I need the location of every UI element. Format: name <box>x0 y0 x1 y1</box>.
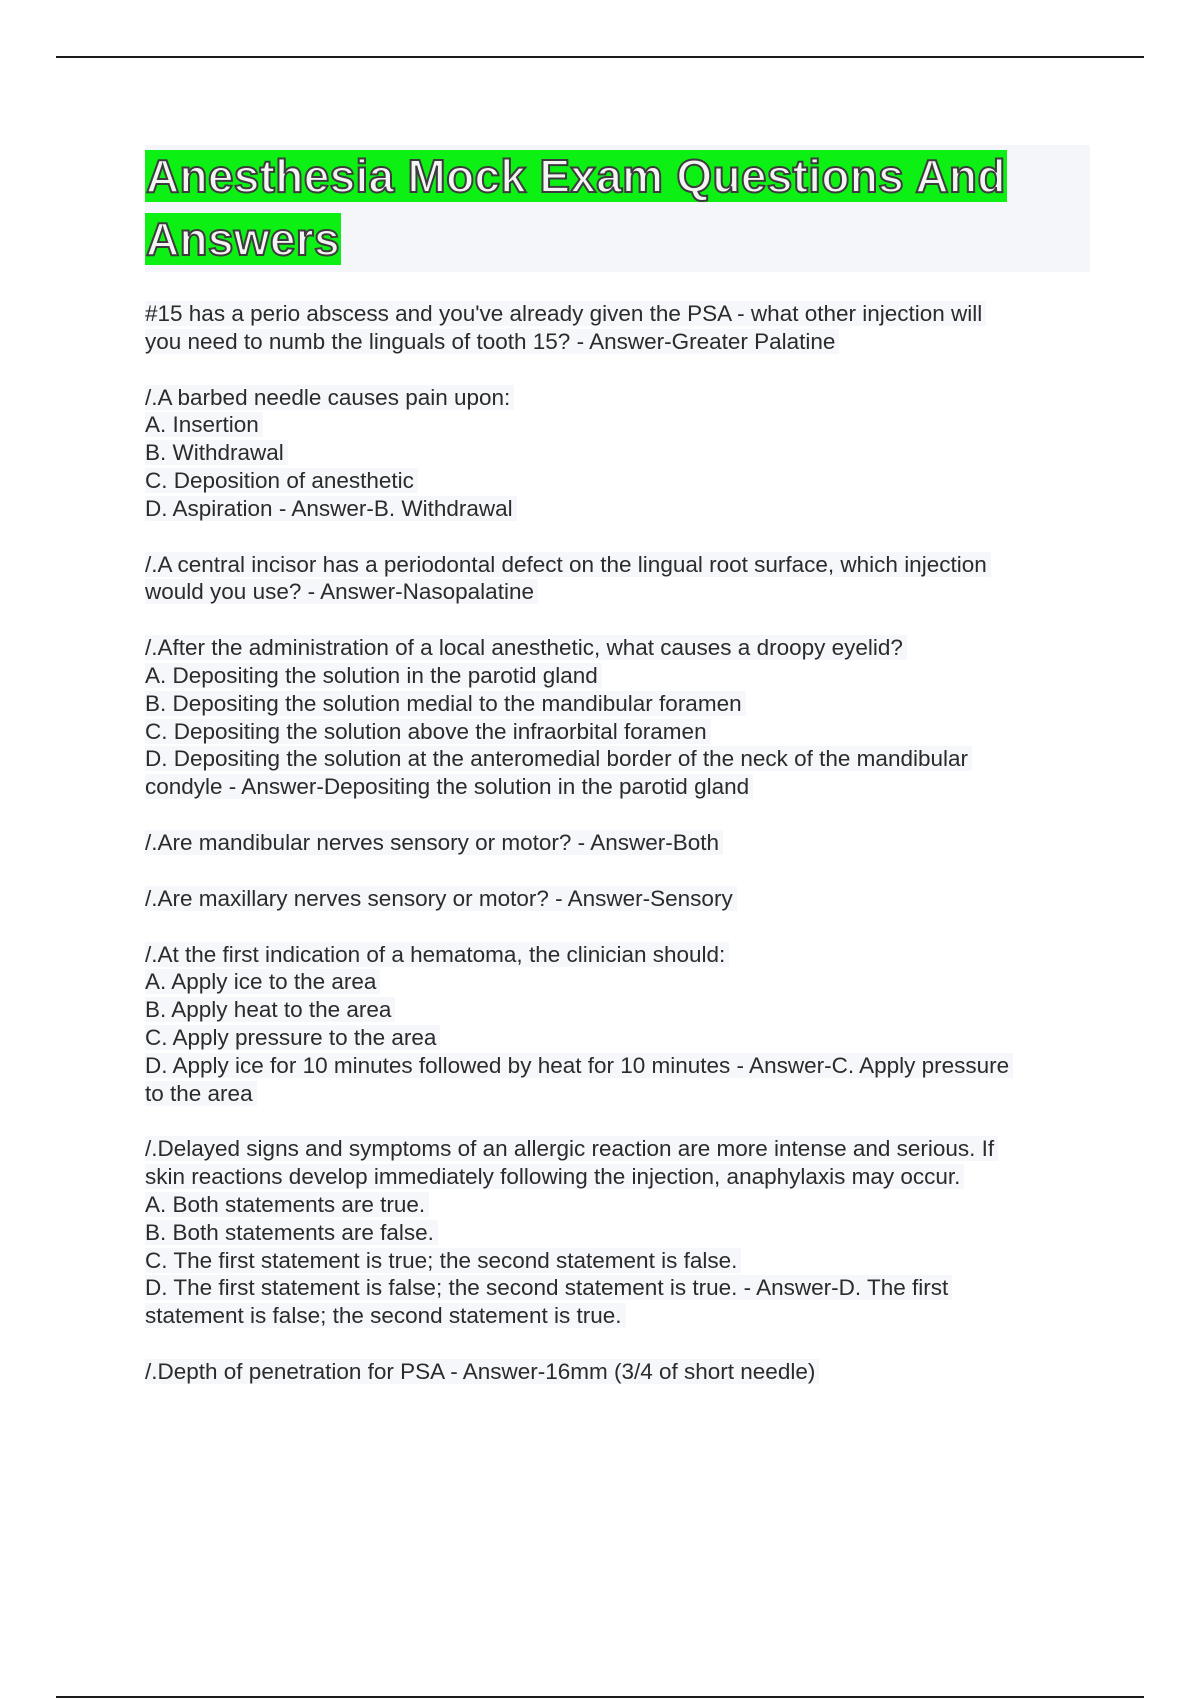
qa-line: D. Depositing the solution at the anteromedial border of the neck of the mandibular <box>145 745 1095 773</box>
qa-line: B. Apply heat to the area <box>145 996 1095 1024</box>
qa-line: you need to numb the linguals of tooth 15? - Answer-Greater Palatine <box>145 328 1095 356</box>
qa-line: #15 has a perio abscess and you've already given the PSA - what other injection will <box>145 300 1095 328</box>
qa-line: to the area <box>145 1080 1095 1108</box>
page-title <box>145 145 1090 271</box>
qa-line: D. The first statement is false; the second statement is true. - Answer-D. The first <box>145 1274 1095 1302</box>
qa-line: A. Depositing the solution in the parotid gland <box>145 662 1095 690</box>
qa-line: C. Deposition of anesthetic <box>145 467 1095 495</box>
qa-line: A. Insertion <box>145 411 1095 439</box>
qa-line: D. Aspiration - Answer-B. Withdrawal <box>145 495 1095 523</box>
qa-line: /.A central incisor has a periodontal defect on the lingual root surface, which injection <box>145 551 1095 579</box>
qa-line: C. The first statement is true; the second statement is false. <box>145 1247 1095 1275</box>
qa-item <box>145 941 1095 1108</box>
qa-item <box>145 1358 1095 1386</box>
qa-line: /.At the first indication of a hematoma, the clinician should: <box>145 941 1095 969</box>
title-line-1: Anesthesia Mock Exam Questions And <box>146 150 1006 202</box>
qa-line: A. Apply ice to the area <box>145 968 1095 996</box>
qa-line: B. Both statements are false. <box>145 1219 1095 1247</box>
qa-item <box>145 551 1095 607</box>
qa-line: condyle - Answer-Depositing the solution in the parotid gland <box>145 773 1095 801</box>
qa-item <box>145 384 1095 523</box>
qa-item <box>145 1135 1095 1330</box>
title-line-2: Answers <box>146 213 340 265</box>
bottom-rule <box>56 1696 1144 1698</box>
qa-item <box>145 885 1095 913</box>
qa-line: /.Are mandibular nerves sensory or motor? - Answer-Both <box>145 829 1095 857</box>
qa-line: /.A barbed needle causes pain upon: <box>145 384 1095 412</box>
qa-line: /.After the administration of a local anesthetic, what causes a droopy eyelid? <box>145 634 1095 662</box>
qa-line: statement is false; the second statement is true. <box>145 1302 1095 1330</box>
top-rule <box>56 56 1144 58</box>
qa-item <box>145 300 1095 356</box>
title-block <box>145 145 1090 272</box>
qa-line: /.Are maxillary nerves sensory or motor? - Answer-Sensory <box>145 885 1095 913</box>
qa-line: A. Both statements are true. <box>145 1191 1095 1219</box>
qa-line: /.Delayed signs and symptoms of an allergic reaction are more intense and serious. If <box>145 1135 1095 1163</box>
qa-list <box>145 300 1095 1414</box>
qa-line: would you use? - Answer-Nasopalatine <box>145 578 1095 606</box>
qa-line: C. Depositing the solution above the infraorbital foramen <box>145 718 1095 746</box>
qa-line: /.Depth of penetration for PSA - Answer-16mm (3/4 of short needle) <box>145 1358 1095 1386</box>
qa-item <box>145 829 1095 857</box>
qa-line: B. Depositing the solution medial to the mandibular foramen <box>145 690 1095 718</box>
qa-line: C. Apply pressure to the area <box>145 1024 1095 1052</box>
qa-item <box>145 634 1095 801</box>
qa-line: skin reactions develop immediately following the injection, anaphylaxis may occur. <box>145 1163 1095 1191</box>
qa-line: B. Withdrawal <box>145 439 1095 467</box>
qa-line: D. Apply ice for 10 minutes followed by heat for 10 minutes - Answer-C. Apply pressure <box>145 1052 1095 1080</box>
